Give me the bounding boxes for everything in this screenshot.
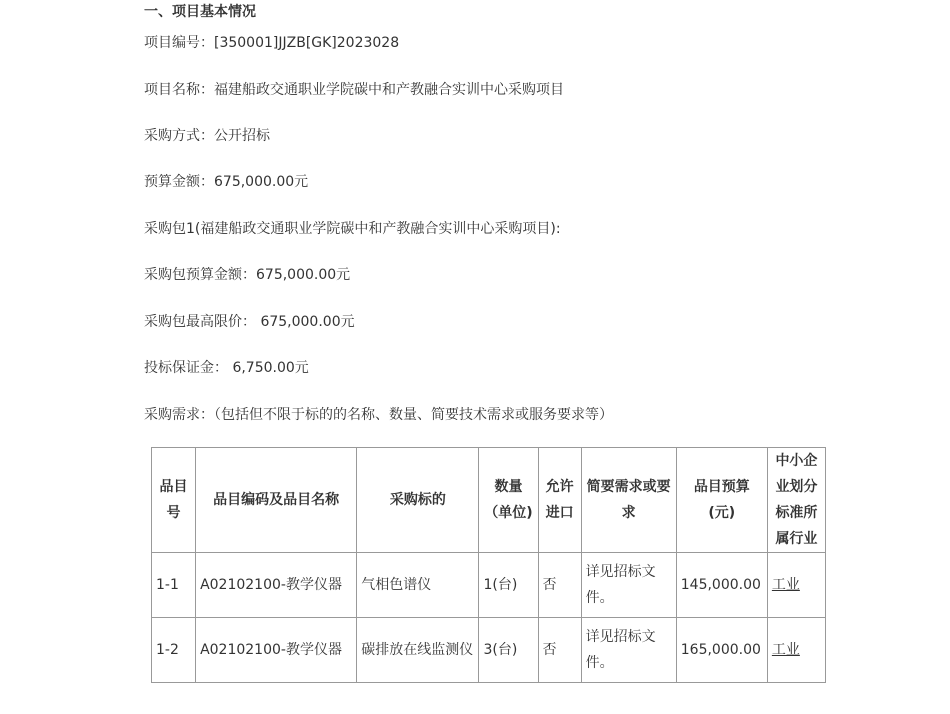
field-label: 采购包1(福建船政交通职业学院碳中和产教融合实训中心采购项目): [144, 221, 561, 237]
field-project-name [144, 80, 564, 100]
field-package-title [144, 219, 561, 239]
field-value: 6,750.00元 [228, 360, 309, 376]
field-label: 采购方式： [144, 128, 214, 144]
field-label: 投标保证金： [144, 360, 228, 376]
header-item-code-name: 品目编码及品目名称 [196, 448, 357, 553]
industry-link[interactable]: 工业 [771, 577, 800, 593]
field-value: （包括但不限于标的的名称、数量、简要技术需求或服务要求等） [214, 407, 613, 423]
field-budget-amount [144, 172, 308, 192]
cell-item-budget: 165,000.00 [676, 618, 767, 683]
field-procurement-method [144, 126, 270, 146]
table-header-row [152, 448, 826, 553]
cell-target: 碳排放在线监测仪 [357, 618, 479, 683]
cell-item-code-name: A02102100-教学仪器 [196, 618, 357, 683]
cell-import-allowed: 否 [538, 553, 581, 618]
field-label: 项目名称： [144, 82, 214, 98]
table-row [152, 553, 826, 618]
field-value: [350001]JJZB[GK]2023028 [214, 35, 400, 51]
field-value: 公开招标 [214, 128, 270, 144]
cell-import-allowed: 否 [538, 618, 581, 683]
field-procurement-requirements [144, 405, 613, 425]
field-label: 采购包最高限价： [144, 314, 256, 330]
header-sme-industry: 中小企业划分标准所属行业 [767, 448, 825, 553]
field-value: 675,000.00元 [256, 314, 355, 330]
industry-link[interactable]: 工业 [771, 642, 800, 658]
cell-quantity: 1(台) [479, 553, 538, 618]
procurement-items-table [151, 447, 826, 683]
header-target: 采购标的 [357, 448, 479, 553]
field-project-number [144, 33, 399, 53]
table-row [152, 618, 826, 683]
cell-sme-industry [767, 618, 825, 683]
field-value: 675,000.00元 [256, 267, 351, 283]
field-label: 项目编号： [144, 35, 214, 51]
field-package-max-price [144, 312, 355, 332]
cell-item-number: 1-1 [152, 553, 196, 618]
field-label: 采购需求： [144, 407, 214, 423]
cell-item-code-name: A02102100-教学仪器 [196, 553, 357, 618]
field-value: 福建船政交通职业学院碳中和产教融合实训中心采购项目 [214, 82, 564, 98]
cell-requirements: 详见招标文件。 [581, 618, 676, 683]
cell-sme-industry [767, 553, 825, 618]
cell-item-budget: 145,000.00 [676, 553, 767, 618]
header-import-allowed: 允许进口 [538, 448, 581, 553]
header-item-budget: 品目预算(元) [676, 448, 767, 553]
field-label: 采购包预算金额： [144, 267, 256, 283]
section-title: 一、项目基本情况 [144, 4, 256, 20]
header-requirements: 简要需求或要求 [581, 448, 676, 553]
cell-target: 气相色谱仪 [357, 553, 479, 618]
field-value: 675,000.00元 [214, 174, 309, 190]
cell-item-number: 1-2 [152, 618, 196, 683]
field-label: 预算金额： [144, 174, 214, 190]
field-package-budget [144, 265, 350, 285]
header-quantity: 数量（单位) [479, 448, 538, 553]
cell-quantity: 3(台) [479, 618, 538, 683]
field-bid-deposit [144, 358, 309, 378]
cell-requirements: 详见招标文件。 [581, 553, 676, 618]
header-item-number: 品目号 [152, 448, 196, 553]
